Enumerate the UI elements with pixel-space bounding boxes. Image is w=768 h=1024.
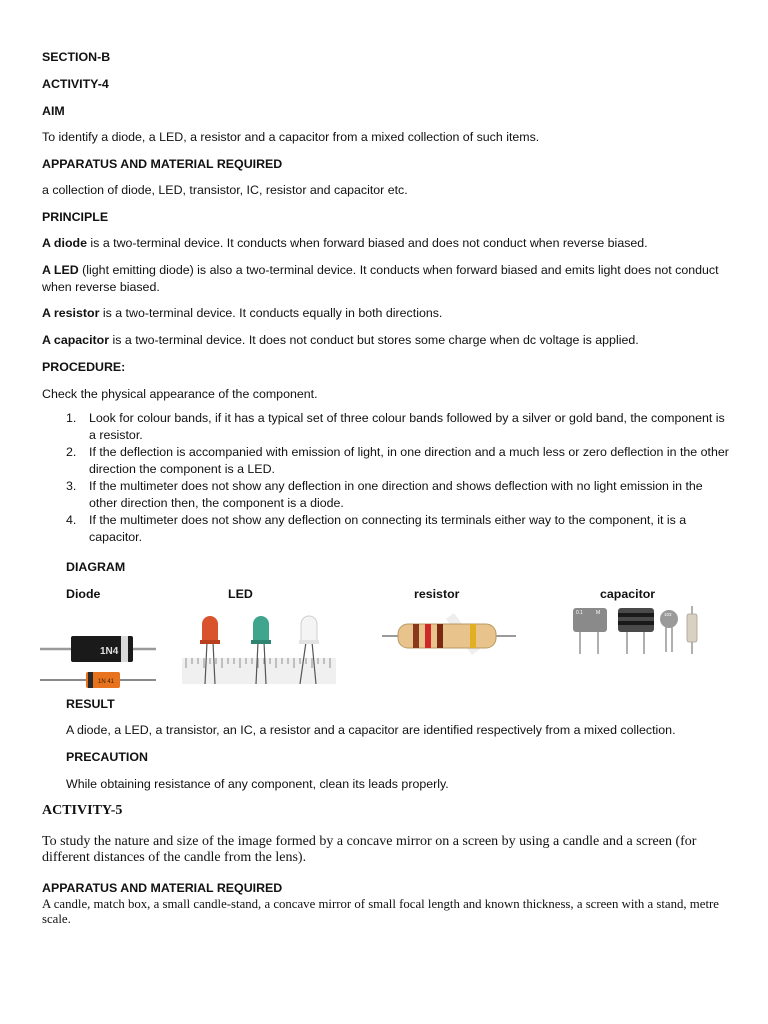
diagram-label-capacitor: capacitor (600, 587, 656, 601)
capacitor-marking: 103 (664, 612, 672, 617)
resistor-image (380, 612, 520, 656)
activity-4-title: ACTIVITY-4 (42, 77, 109, 91)
diode-marking-small: 1N 41 (98, 679, 115, 685)
capacitor-marking: M (596, 610, 601, 616)
activity-5-apparatus-heading: APPARATUS AND MATERIAL REQUIRED (42, 881, 283, 895)
principle-term: A resistor (42, 306, 100, 320)
principle-capacitor (42, 332, 732, 349)
principle-text: is a two-terminal device. It does not conduct but stores some charge when dc voltage is applied. (109, 333, 639, 347)
principle-text: is a two-terminal device. It conducts equally in both directions. (99, 306, 443, 320)
step-number: 3. (66, 479, 77, 493)
section-title: SECTION-B (42, 50, 111, 64)
diagram-heading: DIAGRAM (66, 560, 126, 574)
diode-image (38, 628, 160, 690)
procedure-step (42, 410, 732, 444)
aim-heading: AIM (42, 104, 65, 118)
diagram-label-resistor: resistor (414, 587, 460, 601)
principle-term: A diode (42, 236, 87, 250)
apparatus-text: a collection of diode, LED, transistor, IC, resistor and capacitor etc. (42, 183, 408, 197)
result-heading: RESULT (66, 697, 115, 711)
step-text: If the multimeter does not show any deflection in one direction and shows deflection with no light emission in the other direction then, the component is a diode. (89, 479, 703, 510)
step-number: 1. (66, 411, 77, 425)
diagram-label-led: LED (228, 587, 253, 601)
principle-resistor (42, 305, 732, 322)
procedure-intro: Check the physical appearance of the component. (42, 387, 318, 401)
procedure-step (42, 478, 732, 512)
step-number: 2. (66, 445, 77, 459)
activity-5-title: ACTIVITY-5 (42, 803, 123, 818)
step-number: 4. (66, 513, 77, 527)
principle-term: A LED (42, 263, 79, 277)
capacitor-image (570, 602, 702, 658)
principle-led (42, 262, 732, 296)
led-image (180, 612, 338, 686)
procedure-list (42, 410, 732, 546)
diode-marking: 1N4 (100, 646, 119, 657)
procedure-step (42, 444, 732, 478)
principle-text: is a two-terminal device. It conducts when forward biased and does not conduct when reverse biased. (86, 236, 648, 250)
step-text: If the deflection is accompanied with emission of light, in one direction and a much less or zero deflection in the other direction the component is a LED. (89, 445, 729, 476)
precaution-heading: PRECAUTION (66, 750, 148, 764)
step-text: Look for colour bands, if it has a typical set of three colour bands followed by a silver or gold band, the component is a resistor. (89, 411, 725, 442)
principle-heading: PRINCIPLE (42, 210, 109, 224)
diagram-label-diode: Diode (66, 587, 101, 601)
capacitor-marking: 0.1 (576, 610, 583, 616)
apparatus-heading: APPARATUS AND MATERIAL REQUIRED (42, 157, 283, 171)
activity-5-apparatus-text: A candle, match box, a small candle-stand, a concave mirror of small focal length and known thickness, a screen with a stand, metre scale. (42, 897, 719, 926)
precaution-text: While obtaining resistance of any component, clean its leads properly. (66, 777, 449, 791)
principle-term: A capacitor (42, 333, 110, 347)
activity-5-aim: To study the nature and size of the image formed by a concave mirror on a screen by using a candle and a screen (for different distances of the candle from the lens). (42, 834, 697, 865)
principle-diode (42, 235, 732, 252)
aim-text: To identify a diode, a LED, a resistor and a capacitor from a mixed collection of such items. (42, 130, 540, 144)
procedure-heading: PROCEDURE: (42, 360, 126, 374)
principle-text: (light emitting diode) is also a two-terminal device. It conducts when forward biased and emits light does not conduct when reverse biased. (42, 263, 719, 294)
procedure-step (42, 512, 732, 546)
step-text: If the multimeter does not show any deflection on connecting its terminals either way to the component, it is a capacitor. (89, 513, 687, 544)
result-text: A diode, a LED, a transistor, an IC, a resistor and a capacitor are identified respectively from a mixed collection. (66, 723, 676, 737)
